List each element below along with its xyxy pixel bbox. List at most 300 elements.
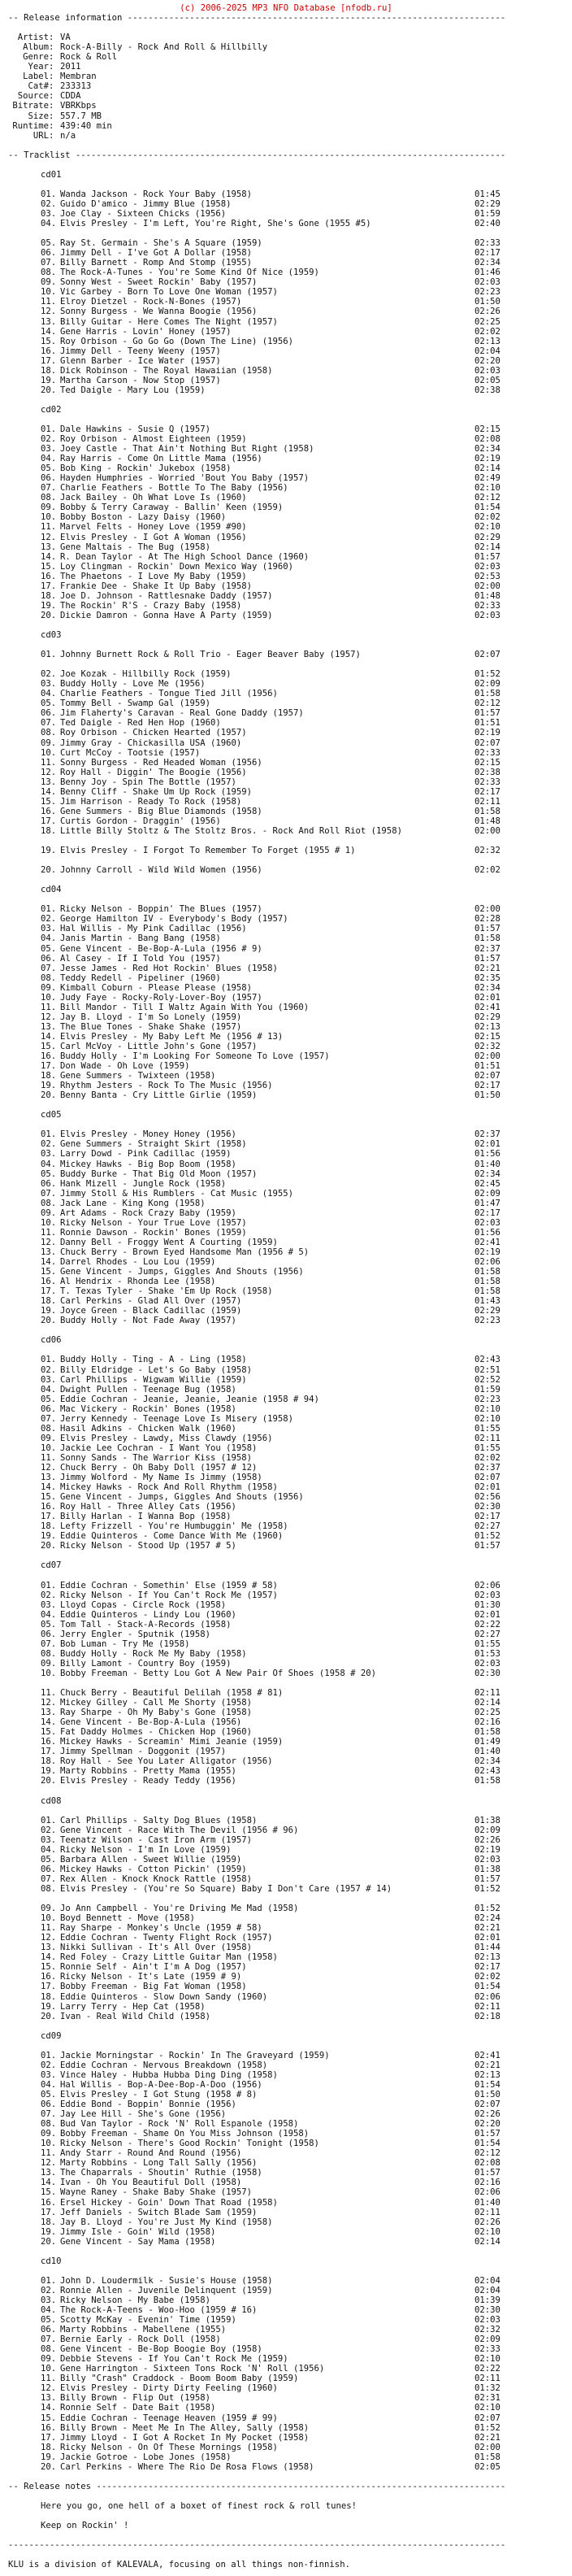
info-value: VA: [60, 33, 71, 43]
track-duration: 02:06: [474, 2187, 500, 2198]
track-row: [0, 1708, 572, 1717]
track-row: [0, 1855, 572, 1865]
track-duration: 01:57: [474, 551, 500, 562]
track-duration: 02:10: [474, 1403, 500, 1414]
track-row: [0, 1012, 572, 1022]
track-title: Hasil Adkins - Chicken Walk (1960): [60, 1423, 236, 1434]
track-duration: 01:38: [474, 1864, 500, 1874]
track-duration: 02:23: [474, 1394, 500, 1404]
track-row: [0, 777, 572, 787]
track-title: Johnny Carroll - Wild Wild Women (1956): [60, 865, 262, 876]
track-duration: 01:58: [474, 1277, 500, 1287]
track-number: 18.: [41, 2217, 57, 2227]
track-row: [0, 2462, 572, 2472]
track-duration: 02:51: [474, 1364, 500, 1375]
track-duration: 02:41: [474, 1237, 500, 1247]
track-number: 12.: [41, 1237, 57, 1247]
track-duration: 01:51: [474, 1061, 500, 1072]
track-title: Bobby Freeman - Shame On You Miss Johnson (1958): [60, 2129, 310, 2139]
track-title: Elvis Presley - I Forgot To Remember To Forget (1955 # 1): [60, 846, 356, 856]
track-row: [0, 385, 572, 395]
track-row: [0, 522, 572, 532]
track-number: 08.: [41, 268, 57, 278]
track-title: Carl Perkins - Glad All Over (1957): [60, 1296, 242, 1307]
track-title: Gene Summers - Twixteen (1958): [60, 1071, 216, 1081]
track-title: Ricky Nelson - Boppin' The Blues (1957): [60, 904, 262, 915]
track-row: [0, 1649, 572, 1659]
spacer: [0, 1120, 572, 1129]
track-duration: 02:53: [474, 571, 500, 581]
track-duration: 02:06: [474, 1580, 500, 1590]
track-row: [0, 1032, 572, 1042]
track-number: 09.: [41, 503, 57, 513]
track-row: [0, 1845, 572, 1855]
track-title: Eddie Cochran - Nervous Breakdown (1958): [60, 2060, 268, 2070]
release-info-block: [0, 33, 572, 141]
track-row: [0, 2237, 572, 2247]
track-number: 14.: [41, 1031, 57, 1042]
track-number: 13.: [41, 1708, 57, 1718]
track-duration: 01:57: [474, 1541, 500, 1551]
track-title: R. Dean Taylor - At The High School Dance (1960): [60, 551, 310, 562]
track-number: 09.: [41, 2354, 57, 2365]
track-title: Jerry Engler - Sputnik (1958): [60, 1629, 210, 1639]
track-row: [0, 1365, 572, 1375]
track-number: 02.: [41, 434, 57, 445]
track-row: [0, 1482, 572, 1492]
track-row: [0, 1933, 572, 1943]
track-duration: 01:57: [474, 2129, 500, 2139]
track-number: 01.: [41, 1129, 57, 1140]
track-duration: 02:04: [474, 2275, 500, 2286]
track-title: Wanda Jackson - Rock Your Baby (1958): [60, 189, 252, 199]
track-title: Nikki Sullivan - It's All Over (1958): [60, 1943, 252, 1953]
track-title: Marvel Felts - Honey Love (1959 #90): [60, 522, 247, 533]
track-number: 04.: [41, 689, 57, 699]
track-row: [0, 1443, 572, 1453]
track-number: 05.: [41, 238, 57, 249]
track-row: [0, 1600, 572, 1610]
info-key: Label: [23, 72, 49, 82]
track-duration: 01:50: [474, 2089, 500, 2100]
track-title: Ted Daigle - Mary Lou (1959): [60, 385, 206, 395]
track-number: 05.: [41, 1854, 57, 1865]
track-row: [0, 698, 572, 708]
track-row: [0, 2374, 572, 2383]
track-number: 01.: [41, 1355, 57, 1365]
track-title: Little Billy Stoltz & The Stoltz Bros. - Rock And Roll Riot (1958): [60, 825, 402, 836]
track-title: Gene Summers - Big Blue Diamonds (1958): [60, 806, 262, 816]
track-number: 07.: [41, 1873, 57, 1884]
track-row: [0, 846, 572, 865]
track-duration: 02:20: [474, 355, 500, 366]
track-number: 13.: [41, 316, 57, 327]
track-row: [0, 1042, 572, 1051]
track-number: 14.: [41, 2403, 57, 2413]
track-number: 19.: [41, 375, 57, 385]
track-duration: 02:33: [474, 600, 500, 611]
track-number: 18.: [41, 2442, 57, 2452]
track-title: Jimmy Stoll & His Rumblers - Cat Music (1955): [60, 1188, 294, 1199]
info-value: 557.7 MB: [60, 111, 102, 121]
track-number: 12.: [41, 532, 57, 542]
track-number: 20.: [41, 385, 57, 395]
track-title: Jimmy Wolford - My Name Is Jimmy (1958): [60, 1473, 262, 1483]
spacer: [0, 395, 572, 405]
tracklist: [0, 170, 572, 2482]
track-row: [0, 1218, 572, 1228]
track-title: Sonny Burgess - We Wanna Boogie (1956): [60, 307, 258, 317]
track-number: 06.: [41, 1629, 57, 1639]
track-duration: 02:10: [474, 2354, 500, 2365]
track-title: Al Casey - If I Told You (1957): [60, 953, 221, 964]
track-title: Billy Brown - Flip Out (1958): [60, 2393, 210, 2404]
track-number: 19.: [41, 1531, 57, 1542]
track-row: [0, 1257, 572, 1267]
track-title: Rhythm Jesters - Rock To The Music (1956): [60, 1081, 273, 1091]
info-value: n/a: [60, 130, 76, 141]
track-row: [0, 2364, 572, 2374]
track-row: [0, 1189, 572, 1199]
track-number: 08.: [41, 728, 57, 738]
track-number: 06.: [41, 953, 57, 964]
release-info-header: [0, 13, 572, 23]
track-row: [0, 1277, 572, 1286]
track-number: 05.: [41, 698, 57, 709]
track-number: 01.: [41, 904, 57, 915]
track-title: Hal Willis - My Pink Cadillac (1956): [60, 924, 247, 934]
info-sep: :: [49, 91, 54, 102]
track-number: 11.: [41, 2148, 57, 2159]
track-number: 17.: [41, 816, 57, 826]
track-duration: 01:49: [474, 1737, 500, 1747]
info-sep: :: [49, 130, 54, 141]
track-row: [0, 1208, 572, 1218]
track-title: Gene Maltais - The Bug (1958): [60, 542, 210, 552]
track-duration: 02:11: [474, 2374, 500, 2384]
disc-label: cd07: [41, 1560, 62, 1571]
track-number: 02.: [41, 914, 57, 925]
rule-dashes: --: [8, 2481, 24, 2491]
track-row: [0, 1766, 572, 1776]
track-row: [0, 238, 572, 248]
track-row: [0, 768, 572, 777]
track-title: Bobby Freeman - Big Fat Woman (1958): [60, 1982, 247, 1992]
track-row: [0, 2403, 572, 2413]
track-duration: 02:17: [474, 1512, 500, 1522]
track-number: 13.: [41, 777, 57, 787]
track-title: Billy "Crash" Craddock - Boom Boom Baby (1959): [60, 2374, 299, 2384]
track-title: Ivan - Oh You Beautiful Doll (1958): [60, 2178, 242, 2188]
track-title: Larry Dowd - Pink Cadillac (1959): [60, 1149, 232, 1160]
track-number: 09.: [41, 738, 57, 748]
track-row: [0, 1865, 572, 1874]
track-duration: 02:02: [474, 1972, 500, 1982]
track-duration: 02:13: [474, 1952, 500, 1963]
track-row: [0, 865, 572, 875]
track-row: [0, 376, 572, 385]
track-number: 03.: [41, 2069, 57, 2080]
track-row: [0, 1090, 572, 1100]
track-row: [0, 611, 572, 620]
track-row: [0, 1835, 572, 1845]
track-row: [0, 1776, 572, 1786]
track-duration: 01:52: [474, 669, 500, 680]
track-row: [0, 1972, 572, 1982]
track-number: 03.: [41, 1374, 57, 1385]
track-title: Ricky Nelson - There's Good Rockin' Tonight (1958): [60, 2139, 319, 2149]
track-row: [0, 728, 572, 738]
track-row: [0, 1051, 572, 1061]
track-number: 16.: [41, 346, 57, 356]
track-duration: 01:58: [474, 2452, 500, 2462]
track-title: Wayne Raney - Shake Baby Shake (1957): [60, 2187, 252, 2198]
track-duration: 01:54: [474, 503, 500, 513]
track-row: [0, 1923, 572, 1933]
track-row: [0, 718, 572, 728]
spacer: [0, 141, 572, 150]
track-duration: 01:55: [474, 1638, 500, 1649]
track-row: [0, 1071, 572, 1081]
track-title: Lefty Frizzell - You're Humbuggin' Me (1958): [60, 1521, 288, 1532]
track-duration: 02:43: [474, 1766, 500, 1777]
track-row: [0, 444, 572, 454]
info-value: VBRKbps: [60, 101, 97, 111]
track-row: [0, 317, 572, 327]
info-sep: :: [49, 81, 54, 92]
track-title: Hayden Humphries - Worried 'Bout You Baby (1957): [60, 473, 310, 484]
track-title: Roy Hall - See You Later Alligator (1956): [60, 1756, 273, 1767]
track-number: 17.: [41, 2207, 57, 2217]
track-duration: 02:19: [474, 454, 500, 464]
track-row: [0, 2334, 572, 2344]
track-row: [0, 924, 572, 933]
track-number: 07.: [41, 2334, 57, 2345]
track-duration: 02:00: [474, 825, 500, 836]
track-row: [0, 297, 572, 307]
track-duration: 02:17: [474, 1208, 500, 1218]
track-number: 16.: [41, 2422, 57, 2433]
track-row: [0, 1424, 572, 1434]
track-number: 06.: [41, 708, 57, 719]
track-duration: 02:01: [474, 1933, 500, 1943]
track-duration: 02:49: [474, 473, 500, 484]
track-number: 02.: [41, 2285, 57, 2295]
track-number: 01.: [41, 650, 57, 660]
track-row: [0, 572, 572, 581]
track-duration: 01:40: [474, 1747, 500, 1757]
track-duration: 01:55: [474, 1442, 500, 1453]
track-title: Marty Robbins - Long Tall Sally (1956): [60, 2158, 258, 2169]
track-row: [0, 424, 572, 434]
track-row: [0, 2109, 572, 2119]
track-number: 10.: [41, 1217, 57, 1228]
track-duration: 01:52: [474, 2422, 500, 2433]
track-row: [0, 973, 572, 983]
track-duration: 02:02: [474, 865, 500, 876]
track-duration: 02:17: [474, 248, 500, 259]
track-title: Jay Lee Hill - She's Gone (1956): [60, 2109, 227, 2120]
track-title: Ray Harris - Come On Little Mama (1956): [60, 454, 262, 464]
track-duration: 02:10: [474, 1413, 500, 1424]
track-number: 11.: [41, 297, 57, 307]
track-title: Mickey Hawks - Cotton Pickin' (1959): [60, 1864, 247, 1874]
track-duration: 01:51: [474, 718, 500, 729]
track-title: Buddy Holly - I'm Looking For Someone To Love (1957): [60, 1051, 330, 1062]
track-duration: 01:52: [474, 1904, 500, 1914]
track-duration: 02:52: [474, 1374, 500, 1385]
track-duration: 02:00: [474, 581, 500, 591]
track-row: [0, 669, 572, 679]
track-number: 12.: [41, 1698, 57, 1708]
track-number: 07.: [41, 963, 57, 973]
track-title: Debbie Stevens - If You Can't Rock Me (1959): [60, 2354, 288, 2365]
track-duration: 02:12: [474, 2148, 500, 2159]
info-row-cat: [0, 81, 572, 91]
info-key: Size: [28, 111, 49, 121]
track-row: [0, 268, 572, 277]
source-banner: (c) 2006-2025 MP3 NFO Database [nfodb.ru]: [180, 3, 392, 13]
info-key: Source: [17, 91, 49, 102]
track-row: [0, 287, 572, 297]
track-row: [0, 1541, 572, 1551]
track-duration: 02:03: [474, 1854, 500, 1865]
track-duration: 02:28: [474, 914, 500, 925]
track-duration: 02:01: [474, 992, 500, 1003]
track-duration: 02:45: [474, 1178, 500, 1189]
track-duration: 02:34: [474, 258, 500, 268]
spacer: [0, 1571, 572, 1581]
track-number: 01.: [41, 424, 57, 435]
track-duration: 02:13: [474, 2069, 500, 2080]
track-row: [0, 1884, 572, 1904]
info-sep: :: [49, 72, 54, 82]
track-title: Gene Harris - Lovin' Honey (1957): [60, 326, 232, 337]
track-title: Teddy Redell - Pipeliner (1960): [60, 973, 221, 983]
track-row: [0, 503, 572, 512]
track-duration: 02:09: [474, 1188, 500, 1199]
info-value: Rock-A-Billy - Rock And Roll & Hillbilly: [60, 42, 268, 53]
track-number: 06.: [41, 1178, 57, 1189]
track-duration: 02:14: [474, 542, 500, 552]
spacer: [0, 875, 572, 885]
track-number: 02.: [41, 1825, 57, 1835]
track-row: [0, 2012, 572, 2021]
rule-dashes: -------------------------------------------------------------------------------: [91, 2481, 506, 2491]
track-number: 16.: [41, 1502, 57, 1512]
track-title: Fat Daddy Holmes - Chicken Hop (1960): [60, 1727, 252, 1738]
track-row: [0, 1962, 572, 1972]
track-number: 11.: [41, 1923, 57, 1934]
track-row: [0, 1355, 572, 1364]
track-duration: 02:34: [474, 444, 500, 455]
track-title: Mickey Hawks - Big Bop Boom (1958): [60, 1159, 236, 1169]
track-duration: 02:38: [474, 385, 500, 395]
track-number: 15.: [41, 2413, 57, 2423]
info-row-url: [0, 131, 572, 141]
track-duration: 01:57: [474, 1873, 500, 1884]
track-row: [0, 512, 572, 522]
track-duration: 01:40: [474, 1159, 500, 1169]
track-row: [0, 708, 572, 718]
rule-dashes: --: [8, 150, 24, 160]
track-number: 03.: [41, 2295, 57, 2305]
track-title: Jim Flaherty's Caravan - Real Gone Daddy (1957): [60, 708, 304, 719]
track-duration: 02:32: [474, 2325, 500, 2335]
disc-label: cd05: [41, 1110, 62, 1120]
track-number: 16.: [41, 571, 57, 581]
track-duration: 02:26: [474, 307, 500, 317]
track-number: 14.: [41, 1482, 57, 1493]
track-duration: 02:17: [474, 1962, 500, 1973]
track-duration: 01:58: [474, 1727, 500, 1738]
track-title: Eddie Cochran - Teenage Heaven (1959 # 99): [60, 2413, 278, 2423]
track-title: Billy Eldridge - Let's Go Baby (1958): [60, 1364, 252, 1375]
track-row: [0, 346, 572, 356]
track-duration: 01:57: [474, 924, 500, 934]
track-duration: 01:44: [474, 1943, 500, 1953]
track-row: [0, 1620, 572, 1630]
track-number: 07.: [41, 258, 57, 268]
track-row: [0, 366, 572, 376]
info-sep: :: [49, 120, 54, 131]
spacer: [0, 2266, 572, 2276]
track-title: Buddy Burke - That Big Old Moon (1957): [60, 1168, 258, 1179]
track-duration: 02:19: [474, 728, 500, 738]
track-title: Chuck Berry - Beautiful Delilah (1958 # 81): [60, 1688, 284, 1699]
track-row: [0, 787, 572, 797]
track-row: [0, 914, 572, 924]
track-number: 12.: [41, 1933, 57, 1943]
track-number: 04.: [41, 1384, 57, 1395]
track-duration: 01:43: [474, 1296, 500, 1307]
track-duration: 02:30: [474, 1668, 500, 1678]
track-title: Jack Bailey - Oh What Love Is (1960): [60, 493, 247, 503]
track-row: [0, 1492, 572, 1502]
track-duration: 01:54: [474, 1982, 500, 1992]
track-title: Jack Lane - King Kong (1958): [60, 1198, 206, 1208]
info-row-album: [0, 42, 572, 52]
track-duration: 02:07: [474, 738, 500, 748]
track-row: [0, 1825, 572, 1835]
track-duration: 01:56: [474, 1227, 500, 1238]
disc-label: cd09: [41, 2030, 62, 2041]
track-number: 13.: [41, 2393, 57, 2404]
track-number: 20.: [41, 1316, 57, 1326]
spacer: [0, 160, 572, 170]
track-title: Mickey Gilley - Call Me Shorty (1958): [60, 1698, 252, 1708]
track-title: Rex Allen - Knock Knock Rattle (1958): [60, 1873, 252, 1884]
track-title: Ray St. Germain - She's A Square (1959): [60, 238, 262, 249]
rule-dashes: -------------------------------------------------------------------------: [122, 13, 506, 24]
track-number: 14.: [41, 1257, 57, 1267]
track-row: [0, 2217, 572, 2227]
track-row: [0, 1316, 572, 1325]
track-title: Kimball Coburn - Please Please (1958): [60, 982, 252, 993]
track-row: [0, 1149, 572, 1159]
track-duration: 02:32: [474, 846, 500, 856]
track-duration: 02:03: [474, 1658, 500, 1669]
track-duration: 02:02: [474, 1452, 500, 1463]
track-duration: 02:21: [474, 1923, 500, 1934]
track-row: [0, 2198, 572, 2208]
track-title: Eddie Bond - Boppin' Bonnie (1956): [60, 2100, 236, 2110]
track-number: 20.: [41, 1541, 57, 1551]
track-number: 04.: [41, 933, 57, 944]
track-title: Ronnie Self - Ain't I'm A Dog (1957): [60, 1962, 247, 1973]
track-number: 08.: [41, 493, 57, 503]
track-title: Ray Sharpe - Oh My Baby's Gone (1958): [60, 1708, 252, 1718]
